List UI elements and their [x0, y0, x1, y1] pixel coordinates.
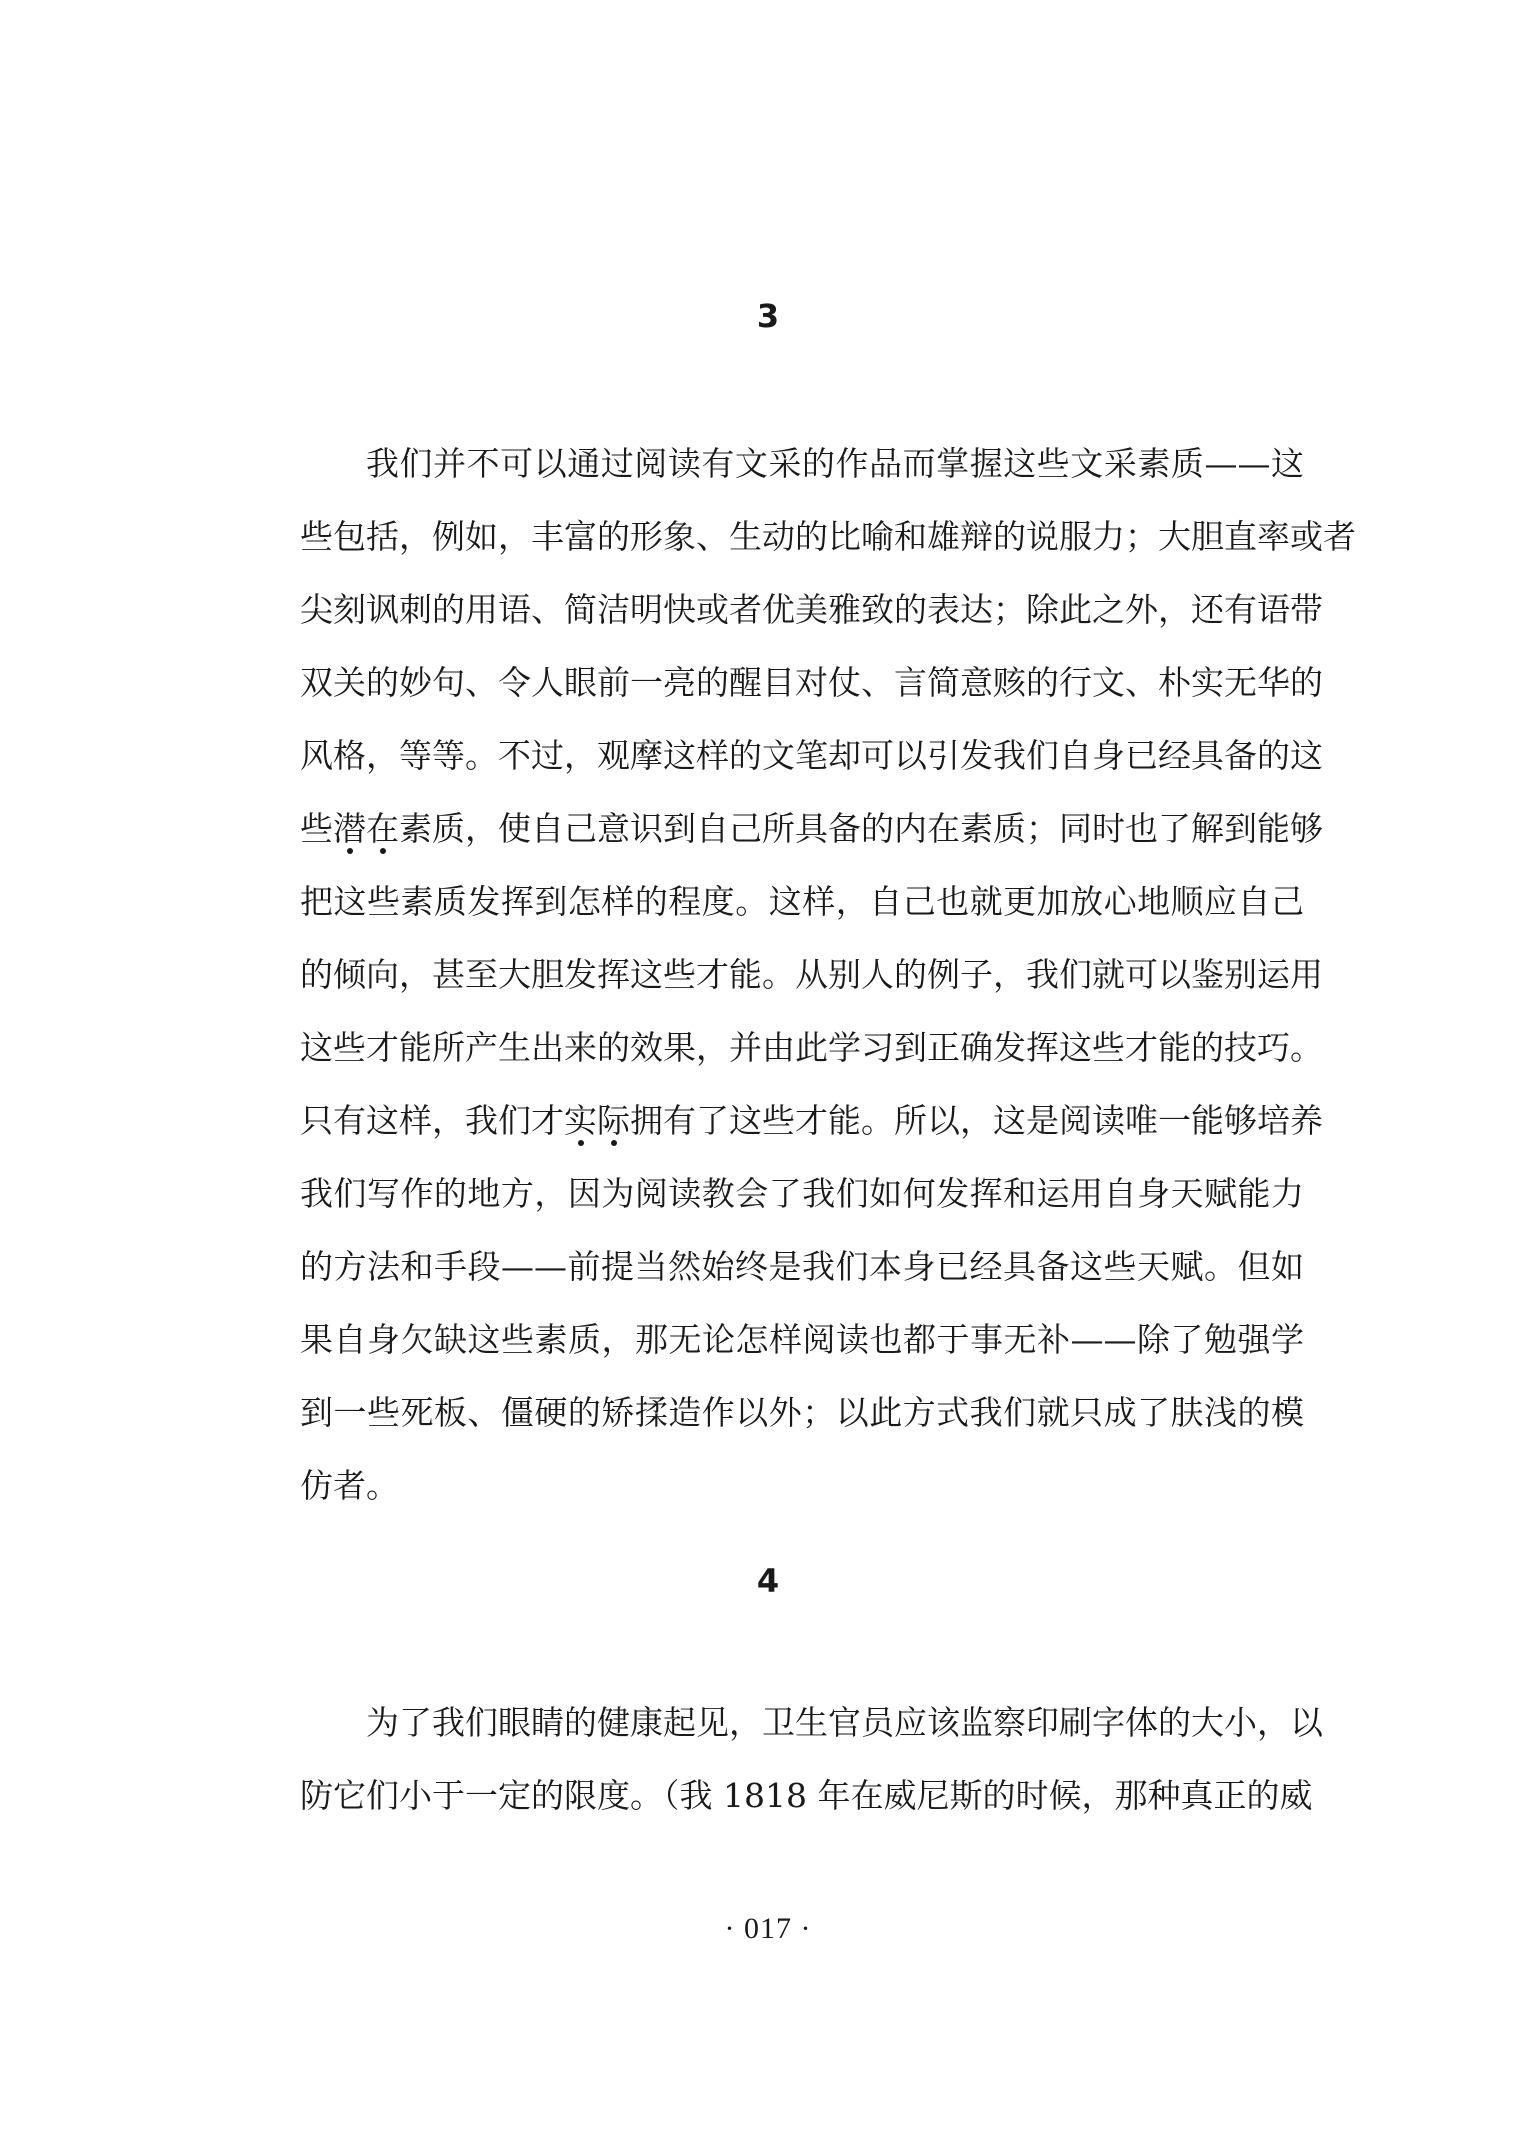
text-line	[300, 792, 1323, 865]
text-line: 到一些死板、僵硬的矫揉造作以外；以此方式我们就只成了肤浅的模	[300, 1393, 1304, 1432]
text-line: 双关的妙句、令人眼前一亮的醒目对仗、言简意赅的行文、朴实无华的	[300, 663, 1323, 702]
text-line: 些包括，例如，丰富的形象、生动的比喻和雄辩的说服力；大胆直率或者	[300, 517, 1356, 556]
text-line	[300, 1084, 1323, 1157]
text-line: 我们写作的地方，因为阅读教会了我们如何发挥和运用自身天赋能力	[300, 1174, 1304, 1213]
text-line: 的倾向，甚至大胆发挥这些才能。从别人的例子，我们就可以鉴别运用	[300, 955, 1323, 994]
text-line: 把这些素质发挥到怎样的程度。这样，自己也就更加放心地顺应自己	[300, 882, 1304, 921]
text-run: 拥有了这些才能。所以，这是阅读唯一能够培养	[630, 1101, 1323, 1140]
emphasis-char: 实	[564, 1101, 597, 1140]
text-run: 只有这样，我们才	[300, 1101, 564, 1140]
emphasis-char: 潜	[333, 809, 366, 848]
text-line: 防它们小于一定的限度。（我 1818 年在威尼斯的时候，那种真正的威	[300, 1776, 1313, 1815]
emphasis-char: 在	[366, 809, 399, 848]
emphasis-char: 际	[597, 1101, 630, 1140]
text-line: 这些才能所产生出来的效果，并由此学习到正确发挥这些才能的技巧。	[300, 1028, 1323, 1067]
text-line: 的方法和手段——前提当然始终是我们本身已经具备这些天赋。但如	[300, 1247, 1304, 1286]
section-3-paragraph	[300, 427, 1356, 1522]
text-run: 些	[300, 809, 333, 848]
section-4-paragraph	[300, 1686, 1323, 1832]
text-run: 素质，使自己意识到自己所具备的内在素质；同时也了解到能够	[399, 809, 1323, 848]
text-line: 风格，等等。不过，观摩这样的文笔却可以引发我们自身已经具备的这	[300, 736, 1323, 775]
section-number-4: 4	[756, 1562, 780, 1600]
text-line: 仿者。	[300, 1466, 399, 1505]
section-number-3: 3	[756, 297, 780, 335]
text-line: 为了我们眼睛的健康起见，卫生官员应该监察印刷字体的大小，以	[366, 1703, 1323, 1742]
text-line: 我们并不可以通过阅读有文采的作品而掌握这些文采素质——这	[366, 444, 1304, 483]
page-number: · 017 ·	[724, 1912, 812, 1945]
text-line: 尖刻讽刺的用语、简洁明快或者优美雅致的表达；除此之外，还有语带	[300, 590, 1323, 629]
text-line: 果自身欠缺这些素质，那无论怎样阅读也都于事无补——除了勉强学	[300, 1320, 1304, 1359]
